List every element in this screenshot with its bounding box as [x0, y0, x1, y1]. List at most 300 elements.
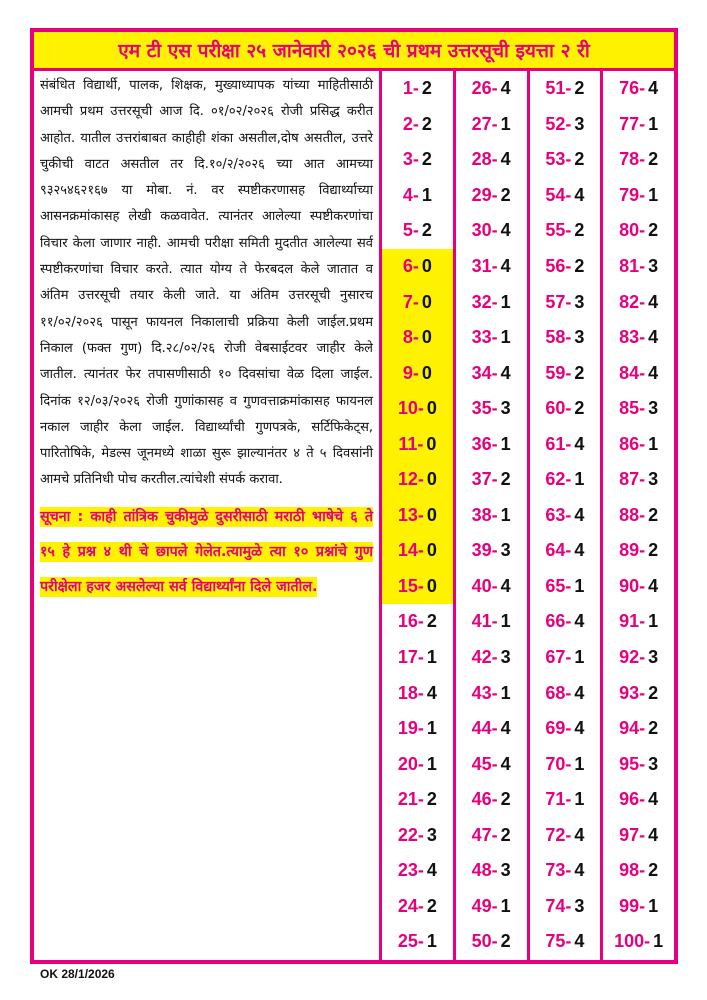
answer-cell — [530, 320, 601, 356]
question-number: 77 — [619, 113, 640, 134]
answer-cell — [456, 924, 527, 960]
question-number: 76 — [619, 78, 640, 99]
answer-option: 4 — [648, 824, 659, 845]
answer-option: 2 — [500, 931, 511, 952]
answer-cell — [530, 462, 601, 498]
separator: - — [565, 149, 572, 170]
answer-cell — [456, 107, 527, 143]
answer-option: 2 — [574, 398, 585, 419]
answer-option: 4 — [574, 682, 585, 703]
answer-option: 1 — [648, 611, 659, 632]
question-number: 78 — [619, 149, 640, 170]
separator: - — [565, 398, 572, 419]
page-title: एम टी एस परीक्षा २५ जानेवारी २०२६ ची प्रथम उत्तरसूची इयत्ता २ री — [34, 32, 674, 71]
answer-cell — [382, 249, 453, 285]
answer-option: 2 — [648, 682, 659, 703]
answer-option: 2 — [648, 860, 659, 881]
answer-cell — [530, 817, 601, 853]
answer-cell — [603, 533, 674, 569]
question-number: 25 — [397, 931, 418, 952]
answer-cell — [530, 426, 601, 462]
question-number: 41 — [471, 611, 492, 632]
question-number: 67 — [545, 647, 566, 668]
answer-cell — [456, 284, 527, 320]
answer-cell — [530, 355, 601, 391]
answer-cell — [603, 426, 674, 462]
answer-option: 2 — [574, 78, 585, 99]
separator: - — [412, 149, 419, 170]
question-number: 96 — [619, 789, 640, 810]
answer-cell — [530, 604, 601, 640]
answer-option: 2 — [500, 469, 511, 490]
question-number: 16 — [397, 611, 418, 632]
answer-option: 0 — [426, 575, 437, 596]
separator: - — [565, 113, 572, 134]
question-number: 14 — [397, 540, 418, 561]
answer-cell — [456, 391, 527, 427]
answer-cell — [530, 142, 601, 178]
answer-option: 2 — [574, 149, 585, 170]
question-number: 72 — [545, 824, 566, 845]
answer-grid — [382, 71, 674, 960]
answer-option: 2 — [421, 149, 432, 170]
answer-cell — [456, 178, 527, 214]
answer-option: 3 — [648, 469, 659, 490]
question-number: 87 — [619, 469, 640, 490]
question-number: 84 — [619, 362, 640, 383]
question-number: 63 — [545, 504, 566, 525]
answer-cell — [382, 782, 453, 818]
answer-option: 2 — [500, 824, 511, 845]
answer-cell — [530, 924, 601, 960]
answer-option: 3 — [648, 398, 659, 419]
separator: - — [491, 220, 498, 241]
separator: - — [412, 362, 419, 383]
question-number: 27 — [471, 113, 492, 134]
answer-cell — [382, 107, 453, 143]
separator: - — [491, 789, 498, 810]
question-number: 48 — [471, 860, 492, 881]
answer-option: 1 — [500, 327, 511, 348]
answer-option: 1 — [426, 931, 437, 952]
question-number: 90 — [619, 575, 640, 596]
separator: - — [639, 256, 646, 276]
answer-cell — [382, 498, 453, 534]
answer-option: 4 — [574, 611, 585, 632]
question-number: 61 — [545, 433, 566, 454]
question-number: 7 — [402, 291, 413, 312]
question-number: 24 — [397, 895, 418, 916]
answer-option: 4 — [648, 789, 659, 810]
answer-cell — [603, 249, 674, 285]
question-number: 80 — [619, 220, 640, 241]
question-number: 56 — [545, 256, 566, 276]
answer-cell — [456, 71, 527, 107]
answer-option: 2 — [421, 78, 432, 99]
answer-cell — [603, 391, 674, 427]
question-number: 17 — [397, 647, 418, 668]
separator: - — [491, 611, 498, 632]
answer-cell — [382, 924, 453, 960]
separator: - — [491, 327, 498, 348]
separator: - — [565, 682, 572, 703]
separator: - — [639, 753, 646, 774]
separator: - — [565, 291, 572, 312]
answer-option: 2 — [648, 220, 659, 241]
answer-cell — [530, 640, 601, 676]
question-number: 66 — [545, 611, 566, 632]
question-number: 91 — [619, 611, 640, 632]
answer-cell — [603, 178, 674, 214]
answer-cell — [456, 355, 527, 391]
answer-option: 1 — [426, 647, 437, 668]
answer-column — [603, 71, 674, 960]
separator: - — [417, 433, 424, 454]
question-number: 68 — [545, 682, 566, 703]
answer-option: 4 — [500, 362, 511, 383]
separator: - — [417, 540, 424, 561]
question-number: 1 — [402, 78, 413, 99]
question-number: 85 — [619, 398, 640, 419]
answer-option: 3 — [574, 895, 585, 916]
instructions-paragraph: संबंधित विद्यार्थी, पालक, शिक्षक, मुख्याध्यापक यांच्या माहितीसाठी आमची प्रथम उत्तरसूची आज दि. ०१/०२/२०२६ रोजी प्रसिद्ध करीत आहोत. यातील उत्तरांबाबत काहीही शंका असतील,दोष असतील, उत्तरे चुकीची वाटत असतील तर दि.१०/२/२०२६ च्या आत आमच्या ९३२५४६२१६७ या मोबा. नं. वर स्पष्टीकरणासह विद्यार्थ्याच्या आसनक्रमांकासह लेखी कळवावेत. त्यानंतर आलेल्या स्पष्टीकरणांचा विचार केला जाणार नाही. आमची परीक्षा समिती मुदतीत आलेल्या सर्व स्पष्टीकरणांचा विचार करते. त्यात योग्य ते फेरबदल केले जातात व अंतिम उत्तरसूची तयार केली जाते. या अंतिम उत्तरसूची नुसारच ११/०२/२०२६ पासून फायनल निकालाची प्रक्रिया केली जाईल.प्रथम निकाल (फक्त गुण) दि.२८/०२/२६ रोजी वेबसाईटवर जाहीर केले जातील. त्यानंतर फेर तपासणीसाठी १० दिवसांचा वेळ दिला जाईल. दिनांक १२/०३/२०२६ रोजी गुणांकासह व गुणवत्ताक्रमांकासह फायनल नकाल जाहीर केला जाईल. विद्यार्थ्यांची गुणपत्रके, सर्टिफिकेट्स, पारितोषिके, मेडल्स जूनमध्ये शाळा सुरू झाल्यानंतर ४ ते ५ दिवसांनी आमचे प्रतिनिधी पोच करतील.त्यांचेशी संपर्क करावा. — [40, 78, 373, 488]
answer-cell — [530, 178, 601, 214]
answer-option: 2 — [421, 113, 432, 134]
answer-cell — [530, 711, 601, 747]
answer-option: 3 — [500, 398, 511, 419]
answer-cell — [382, 533, 453, 569]
answer-cell — [382, 213, 453, 249]
question-number: 62 — [545, 469, 566, 490]
answer-cell — [603, 320, 674, 356]
question-number: 33 — [471, 327, 492, 348]
answer-option: 4 — [500, 78, 511, 99]
answer-option: 2 — [648, 149, 659, 170]
separator: - — [491, 362, 498, 383]
question-number: 83 — [619, 327, 640, 348]
separator: - — [491, 504, 498, 525]
separator: - — [639, 220, 646, 241]
separator: - — [639, 433, 646, 454]
answer-option: 3 — [574, 113, 585, 134]
question-number: 88 — [619, 504, 640, 525]
question-number: 53 — [545, 149, 566, 170]
question-number: 82 — [619, 291, 640, 312]
answer-option: 4 — [648, 362, 659, 383]
separator: - — [644, 931, 651, 952]
separator: - — [417, 504, 424, 525]
answer-option: 3 — [500, 647, 511, 668]
answer-option: 3 — [500, 540, 511, 561]
answer-column — [530, 71, 604, 960]
answer-cell — [530, 889, 601, 925]
question-number: 95 — [619, 753, 640, 774]
answer-option: 4 — [500, 575, 511, 596]
answer-option: 1 — [500, 113, 511, 134]
answer-option: 1 — [426, 753, 437, 774]
answer-option: 2 — [574, 362, 585, 383]
separator: - — [491, 433, 498, 454]
answer-key-sheet — [30, 28, 678, 964]
answer-option: 2 — [648, 540, 659, 561]
answer-cell — [530, 249, 601, 285]
answer-cell — [456, 142, 527, 178]
answer-cell — [530, 391, 601, 427]
answer-option: 4 — [574, 504, 585, 525]
separator: - — [639, 789, 646, 810]
answer-cell — [603, 640, 674, 676]
answer-cell — [382, 426, 453, 462]
answer-option: 4 — [574, 433, 585, 454]
question-number: 37 — [471, 469, 492, 490]
answer-option: 4 — [426, 860, 437, 881]
answer-cell — [530, 782, 601, 818]
question-number: 6 — [402, 256, 413, 276]
question-number: 52 — [545, 113, 566, 134]
answer-cell — [603, 746, 674, 782]
separator: - — [565, 504, 572, 525]
question-number: 58 — [545, 327, 566, 348]
answer-cell — [603, 817, 674, 853]
answer-cell — [603, 604, 674, 640]
question-number: 9 — [402, 362, 413, 383]
question-number: 31 — [471, 256, 492, 276]
answer-cell — [382, 355, 453, 391]
separator: - — [417, 575, 424, 596]
separator: - — [639, 824, 646, 845]
answer-cell — [603, 284, 674, 320]
answer-cell — [603, 924, 674, 960]
separator: - — [639, 540, 646, 561]
answer-cell — [530, 498, 601, 534]
answer-option: 1 — [653, 931, 664, 952]
question-number: 29 — [471, 184, 492, 205]
answer-option: 3 — [426, 824, 437, 845]
answer-cell — [382, 889, 453, 925]
answer-cell — [382, 569, 453, 605]
separator: - — [639, 647, 646, 668]
separator: - — [565, 362, 572, 383]
separator: - — [491, 575, 498, 596]
separator: - — [565, 860, 572, 881]
question-number: 45 — [471, 753, 492, 774]
separator: - — [639, 718, 646, 739]
sheet-body — [34, 71, 674, 960]
question-number: 93 — [619, 682, 640, 703]
answer-cell — [603, 71, 674, 107]
separator: - — [565, 78, 572, 99]
answer-option: 4 — [500, 718, 511, 739]
question-number: 30 — [471, 220, 492, 241]
answer-option: 4 — [574, 718, 585, 739]
question-number: 39 — [471, 540, 492, 561]
separator: - — [639, 362, 646, 383]
separator: - — [491, 469, 498, 490]
answer-option: 2 — [574, 220, 585, 241]
answer-option: 4 — [500, 256, 511, 276]
answer-option: 1 — [500, 682, 511, 703]
question-number: 94 — [619, 718, 640, 739]
question-number: 2 — [402, 113, 413, 134]
separator: - — [639, 113, 646, 134]
answer-option: 1 — [500, 291, 511, 312]
separator: - — [565, 718, 572, 739]
answer-option: 3 — [574, 291, 585, 312]
separator: - — [491, 78, 498, 99]
separator: - — [639, 78, 646, 99]
separator: - — [417, 647, 424, 668]
question-number: 43 — [471, 682, 492, 703]
answer-option: 4 — [574, 860, 585, 881]
answer-option: 1 — [426, 718, 437, 739]
separator: - — [491, 895, 498, 916]
separator: - — [417, 611, 424, 632]
answer-option: 4 — [648, 327, 659, 348]
separator: - — [491, 824, 498, 845]
answer-option: 3 — [648, 753, 659, 774]
answer-cell — [456, 711, 527, 747]
answer-option: 0 — [426, 469, 437, 490]
answer-option: 0 — [421, 327, 432, 348]
answer-cell — [382, 853, 453, 889]
separator: - — [491, 184, 498, 205]
question-number: 98 — [619, 860, 640, 881]
question-number: 20 — [397, 753, 418, 774]
separator: - — [639, 895, 646, 916]
question-number: 18 — [397, 682, 418, 703]
separator: - — [417, 789, 424, 810]
answer-option: 1 — [574, 575, 585, 596]
separator: - — [565, 575, 572, 596]
answer-cell — [603, 569, 674, 605]
answer-cell — [530, 746, 601, 782]
answer-option: 0 — [426, 433, 437, 454]
answer-cell — [456, 604, 527, 640]
answer-cell — [603, 853, 674, 889]
question-number: 28 — [471, 149, 492, 170]
answer-option: 1 — [500, 504, 511, 525]
question-number: 19 — [397, 718, 418, 739]
answer-cell — [456, 853, 527, 889]
separator: - — [639, 575, 646, 596]
question-number: 49 — [471, 895, 492, 916]
answer-option: 0 — [426, 504, 437, 525]
separator: - — [565, 184, 572, 205]
answer-column — [456, 71, 530, 960]
answer-cell — [456, 746, 527, 782]
separator: - — [565, 647, 572, 668]
answer-cell — [382, 604, 453, 640]
separator: - — [639, 398, 646, 419]
answer-cell — [456, 533, 527, 569]
question-number: 42 — [471, 647, 492, 668]
answer-option: 4 — [648, 575, 659, 596]
answer-option: 1 — [648, 113, 659, 134]
separator: - — [417, 931, 424, 952]
separator: - — [417, 718, 424, 739]
question-number: 75 — [545, 931, 566, 952]
separator: - — [491, 256, 498, 276]
answer-cell — [530, 569, 601, 605]
separator: - — [417, 398, 424, 419]
question-number: 74 — [545, 895, 566, 916]
question-number: 100 — [614, 931, 645, 952]
separator: - — [491, 540, 498, 561]
question-number: 3 — [402, 149, 413, 170]
answer-option: 4 — [574, 824, 585, 845]
answer-cell — [603, 498, 674, 534]
separator: - — [491, 647, 498, 668]
answer-cell — [456, 320, 527, 356]
answer-option: 1 — [500, 895, 511, 916]
separator: - — [412, 327, 419, 348]
separator: - — [491, 931, 498, 952]
separator: - — [565, 824, 572, 845]
answer-cell — [530, 853, 601, 889]
question-number: 10 — [397, 398, 418, 419]
answer-cell — [456, 817, 527, 853]
question-number: 36 — [471, 433, 492, 454]
answer-cell — [603, 462, 674, 498]
separator: - — [639, 682, 646, 703]
answer-cell — [603, 142, 674, 178]
separator: - — [491, 113, 498, 134]
answer-option: 2 — [421, 220, 432, 241]
separator: - — [565, 611, 572, 632]
answer-option: 1 — [500, 611, 511, 632]
answer-option: 4 — [500, 149, 511, 170]
question-number: 47 — [471, 824, 492, 845]
separator: - — [491, 718, 498, 739]
answer-cell — [456, 675, 527, 711]
answer-cell — [530, 71, 601, 107]
answer-option: 1 — [648, 895, 659, 916]
answer-cell — [382, 71, 453, 107]
answer-option: 4 — [426, 682, 437, 703]
answer-cell — [456, 426, 527, 462]
question-number: 69 — [545, 718, 566, 739]
answer-cell — [530, 533, 601, 569]
answer-cell — [382, 462, 453, 498]
separator: - — [565, 895, 572, 916]
separator: - — [491, 149, 498, 170]
answer-cell — [382, 391, 453, 427]
answer-option: 4 — [574, 184, 585, 205]
question-number: 71 — [545, 789, 566, 810]
answer-cell — [530, 284, 601, 320]
separator: - — [639, 149, 646, 170]
separator: - — [639, 184, 646, 205]
answer-option: 4 — [574, 931, 585, 952]
answer-option: 1 — [574, 753, 585, 774]
answer-option: 1 — [574, 789, 585, 810]
answer-option: 3 — [648, 256, 659, 276]
answer-cell — [382, 746, 453, 782]
answer-cell — [603, 213, 674, 249]
answer-cell — [382, 640, 453, 676]
separator: - — [412, 78, 419, 99]
answer-option: 2 — [500, 184, 511, 205]
question-number: 54 — [545, 184, 566, 205]
answer-option: 0 — [421, 291, 432, 312]
separator: - — [639, 469, 646, 490]
answer-option: 4 — [500, 220, 511, 241]
answer-option: 1 — [500, 433, 511, 454]
notice-box — [40, 500, 373, 605]
separator: - — [565, 433, 572, 454]
separator: - — [639, 504, 646, 525]
separator: - — [491, 753, 498, 774]
